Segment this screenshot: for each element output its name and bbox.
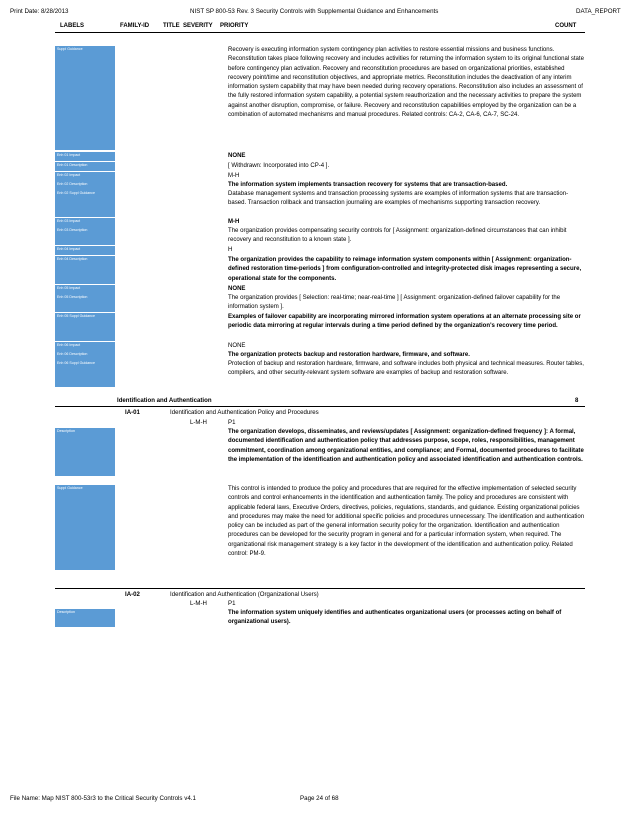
- row-text: The organization develops, disseminates, and reviews/updates [ Assignment: organization-defined frequency ]: A formal, documented identification and authentication policy that addresses purpose, scope, roles, responsibilities, management commitment, coordination among organizational entities, and compliance; and Formal, documented procedures to facilitate the implementation of the identification and authentication policy and associated identification and authentication controls.: [228, 429, 584, 463]
- row-label: Enh 06 Suppl Guidance: [55, 360, 115, 387]
- table-row: [55, 152, 585, 161]
- row-label: Enh 06 Description: [55, 351, 115, 360]
- column-header-row: [55, 21, 585, 33]
- row-label: Enh 06 Impact: [55, 342, 115, 351]
- row-label: Enh 02 Impact: [55, 172, 115, 181]
- row-text: The information system uniquely identifies and authenticates organizational users (or processes acting on behalf of organizational users).: [228, 610, 562, 626]
- row-text: [ Withdrawn: Incorporated into CP-4 ].: [228, 163, 330, 169]
- table-row: [55, 46, 585, 150]
- table-row: [55, 360, 585, 387]
- row-label: Enh 05 Description: [55, 294, 115, 312]
- row-label: Enh 01 Description: [55, 162, 115, 171]
- print-date: Print Date: 8/28/2013: [10, 8, 69, 15]
- row-text: The organization provides the capability to reimage information system components within [ Assignment: organization-defined restoration time-periods ] from configuration-controlled and integrity-protected disk images representing a secure, operational state for the components.: [228, 257, 582, 282]
- col-labels: LABELS: [60, 23, 84, 29]
- control-severity: L-M-H: [190, 600, 207, 607]
- divider: [55, 588, 585, 589]
- table-row: [55, 181, 585, 190]
- footer-page-number: Page 24 of 68: [300, 795, 339, 802]
- table-row: [55, 609, 585, 627]
- family-name: Identification and Authentication: [117, 397, 212, 404]
- report-title: NIST SP 800-53 Rev. 3 Security Controls with Supplemental Guidance and Enhancements: [190, 8, 439, 15]
- col-severity: SEVERITY: [183, 23, 213, 29]
- table-row: [55, 256, 585, 284]
- row-label: Enh 04 Impact: [55, 246, 115, 255]
- table-row: [55, 428, 585, 476]
- row-text: Examples of failover capability are incorporating mirrored information system operations at an alternate processing site or periodic data mirroring at regular intervals during a time period defined by the organization's recovery time period.: [228, 314, 581, 330]
- row-label: Enh 04 Description: [55, 256, 115, 284]
- row-label: Description: [55, 609, 115, 627]
- row-label: Enh 01 Impact: [55, 152, 115, 161]
- row-text: The information system implements transaction recovery for systems that are transaction-based.: [228, 182, 508, 188]
- col-priority: PRIORITY: [220, 23, 249, 29]
- row-label: Enh 02 Suppl Guidance: [55, 190, 115, 217]
- row-text: H: [228, 247, 233, 253]
- control-title: Identification and Authentication Policy and Procedures: [170, 409, 319, 416]
- control-id: IA-01: [125, 409, 140, 416]
- row-text: M-H: [228, 219, 240, 225]
- table-row: [55, 285, 585, 294]
- table-row: [55, 294, 585, 312]
- row-text: NONE: [228, 343, 246, 349]
- row-label: Enh 03 Description: [55, 227, 115, 245]
- row-label: Enh 02 Description: [55, 181, 115, 190]
- table-row: [55, 485, 585, 570]
- table-row: [55, 172, 585, 181]
- control-priority: P1: [228, 600, 236, 607]
- row-label: Description: [55, 428, 115, 476]
- row-text: Database management systems and transaction processing systems are examples of information systems that are transaction-based. Transaction rollback and transaction journaling are examples of mechanisms supporting transaction recovery.: [228, 191, 569, 207]
- row-label: Enh 05 Suppl Guidance: [55, 313, 115, 341]
- row-text: The organization provides [ Selection: real-time; near-real-time ] [ Assignment: organization-defined failover capability for the information system ].: [228, 295, 561, 311]
- row-label: Enh 03 Impact: [55, 218, 115, 227]
- col-title: TITLE: [163, 23, 180, 29]
- table-row: [55, 246, 585, 255]
- row-text: NONE: [228, 153, 246, 159]
- table-row: [55, 351, 585, 360]
- row-text: NONE: [228, 286, 246, 292]
- row-text: Recovery is executing information system contingency plan activities to restore essential missions and business functions. Reconstitution takes place following recovery and includes activities for returning the information system to its original functional state before contingency plan activation. Recovery and reconstitution procedures are based on organizational priorities, established recovery point/time and reconstitution objectives, and appropriate metrics. Reconstitution includes the deactivation of any interim information system capability that may have been needed during recovery operations. Reconstitution also includes an assessment of the fully restored information system capability, a potential system reauthorization and the necessary activities to prepare the system against another disruption, compromise, or failure. Recovery and reconstitution capabilities employed by the organization can be a combination of automated mechanisms and manual procedures. Related controls: CA-2, CA-6, CA-7, SC-24.: [228, 47, 584, 118]
- table-row: [55, 227, 585, 245]
- divider: [55, 406, 585, 407]
- control-id: IA-02: [125, 591, 140, 598]
- row-text: Protection of backup and restoration hardware, firmware, and software includes both physical and technical measures. Router tables, compilers, and other security-relevant system software are examples of backup and restoration software.: [228, 361, 584, 377]
- control-priority: P1: [228, 419, 236, 426]
- row-label: Suppl Guidance: [55, 485, 115, 570]
- table-row: [55, 342, 585, 351]
- row-text: The organization provides compensating security controls for [ Assignment: organization-defined circumstances that can inhibit recovery and reconstitution to a known state ].: [228, 228, 567, 244]
- report-type: DATA_REPORT: [576, 8, 621, 15]
- table-row: [55, 190, 585, 217]
- table-row: [55, 313, 585, 341]
- control-severity: L-M-H: [190, 419, 207, 426]
- row-label: Enh 05 Impact: [55, 285, 115, 294]
- control-title: Identification and Authentication (Organizational Users): [170, 591, 319, 598]
- footer-file-name: File Name: Map NIST 800-53r3 to the Critical Security Controls v4.1: [10, 795, 196, 802]
- row-text: This control is intended to produce the policy and procedures that are required for the effective implementation of selected security controls and control enhancements in the identification and authentication family. The policy and procedures are consistent with applicable federal laws, Executive Orders, directives, policies, regulations, standards, and guidance. Existing organizational policies and procedures may make the need for additional specific policies and procedures unnecessary. The identification and authentication policy can be included as part of the general information security policy for the organization. Identification and authentication procedures can be developed for the security program in general and for a particular information system, when required. The organizational risk management strategy is a key factor in the development of the identification and authentication policy. Related control: PM-9.: [228, 486, 585, 557]
- table-row: [55, 218, 585, 227]
- col-count: COUNT: [555, 23, 577, 29]
- row-text: The organization protects backup and restoration hardware, firmware, and software.: [228, 352, 470, 358]
- col-family-id: FAMILY-ID: [120, 23, 150, 29]
- table-row: [55, 162, 585, 171]
- row-label: Suppl Guidance: [55, 46, 115, 150]
- family-count: 8: [575, 397, 579, 404]
- row-text: M-H: [228, 173, 240, 179]
